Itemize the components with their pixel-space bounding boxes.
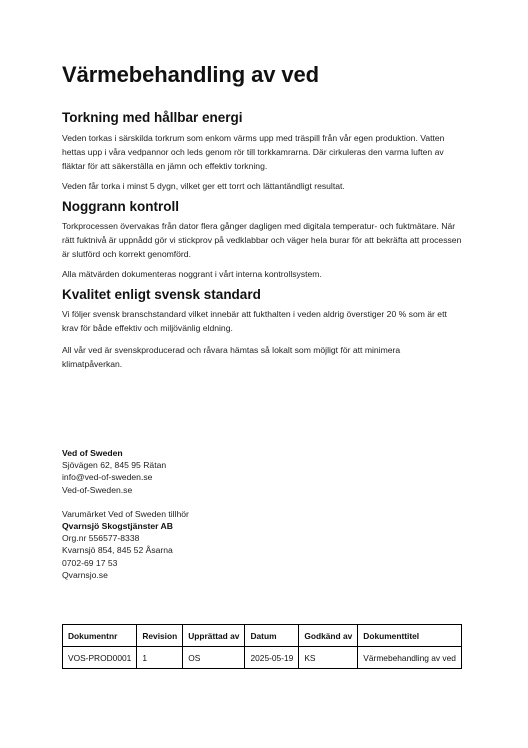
header-cell: Dokumenttitel [358,625,462,647]
section-paragraph: Veden får torka i minst 5 dygn, vilket ger ett torrt och lättantändligt resultat. [62,181,345,191]
section-paragraph: Alla mätvärden dokumenteras noggrant i vårt interna kontrollsystem. [62,269,322,279]
header-cell: Upprättad av [183,625,245,647]
company-name: Ved of Sweden [62,448,123,458]
document-body [62,62,462,371]
header-cell: Datum [245,625,299,647]
table-cell: 2025-05-19 [245,647,299,669]
header-cell: Revision [137,625,183,647]
table-cell: VOS-PROD0001 [63,647,137,669]
section-paragraph: Torkprocessen övervakas från dator flera gånger dagligen med digitala temperatur- och fuktmätare. När rätt fuktnivå är uppnådd gör vi stickprov på vedklabbar och väger hela burar för att bekräfta att processen är slutförd och korrekt genomförd. [62,221,462,259]
table-header-row [63,625,462,647]
section-heading-control: Noggrann kontroll [62,199,179,214]
table-cell: OS [183,647,245,669]
owner-phone: 0702-69 17 53 [62,557,118,568]
table-cell: KS [299,647,358,669]
contact-block [62,447,189,581]
section-heading-drying: Torkning med hållbar energi [62,110,243,125]
company-address: Sjövägen 62, 845 95 Rätan [62,460,167,471]
owner-org-nr: Org.nr 556577-8338 [62,533,140,544]
section-heading-quality: Kvalitet enligt svensk standard [62,287,261,302]
section-paragraph: All vår ved är svenskproducerad och råvara hämtas så lokalt som möjligt för att minimera klimatpåverkan. [62,345,401,369]
owner-name: Qvarnsjö Skogstjänster AB [62,521,173,532]
table-row [63,647,462,669]
document-info-table [62,624,462,669]
brand-note: Varumärket Ved of Sweden tillhör [62,508,189,519]
owner-address: Kvarnsjö 854, 845 52 Åsarna [62,545,173,556]
section-paragraph: Vi följer svensk branschstandard vilket innebär att fukthalten i veden aldrig överstiger 20 % som är ett krav för både effektiv och miljövänlig eldning. [62,309,447,333]
header-cell: Godkänd av [299,625,358,647]
table-cell: 1 [137,647,183,669]
owner-website: Qvarnsjo.se [62,569,108,580]
header-cell: Dokumentnr [63,625,137,647]
company-email: info@ved-of-sweden.se [62,472,153,483]
document-title: Värmebehandling av ved [62,62,319,87]
spacer [62,496,189,508]
table-cell: Värmebehandling av ved [358,647,462,669]
company-website: Ved-of-Sweden.se [62,484,133,495]
section-paragraph: Veden torkas i särskilda torkrum som enkom värms upp med träspill från vår egen produktion. Vatten hettas upp i våra vedpannor och leds genom rör till torkkamrarna. Där cirkuleras den varma luften av fläktar för att säkerställa en jämn och effektiv torkning. [62,133,445,171]
